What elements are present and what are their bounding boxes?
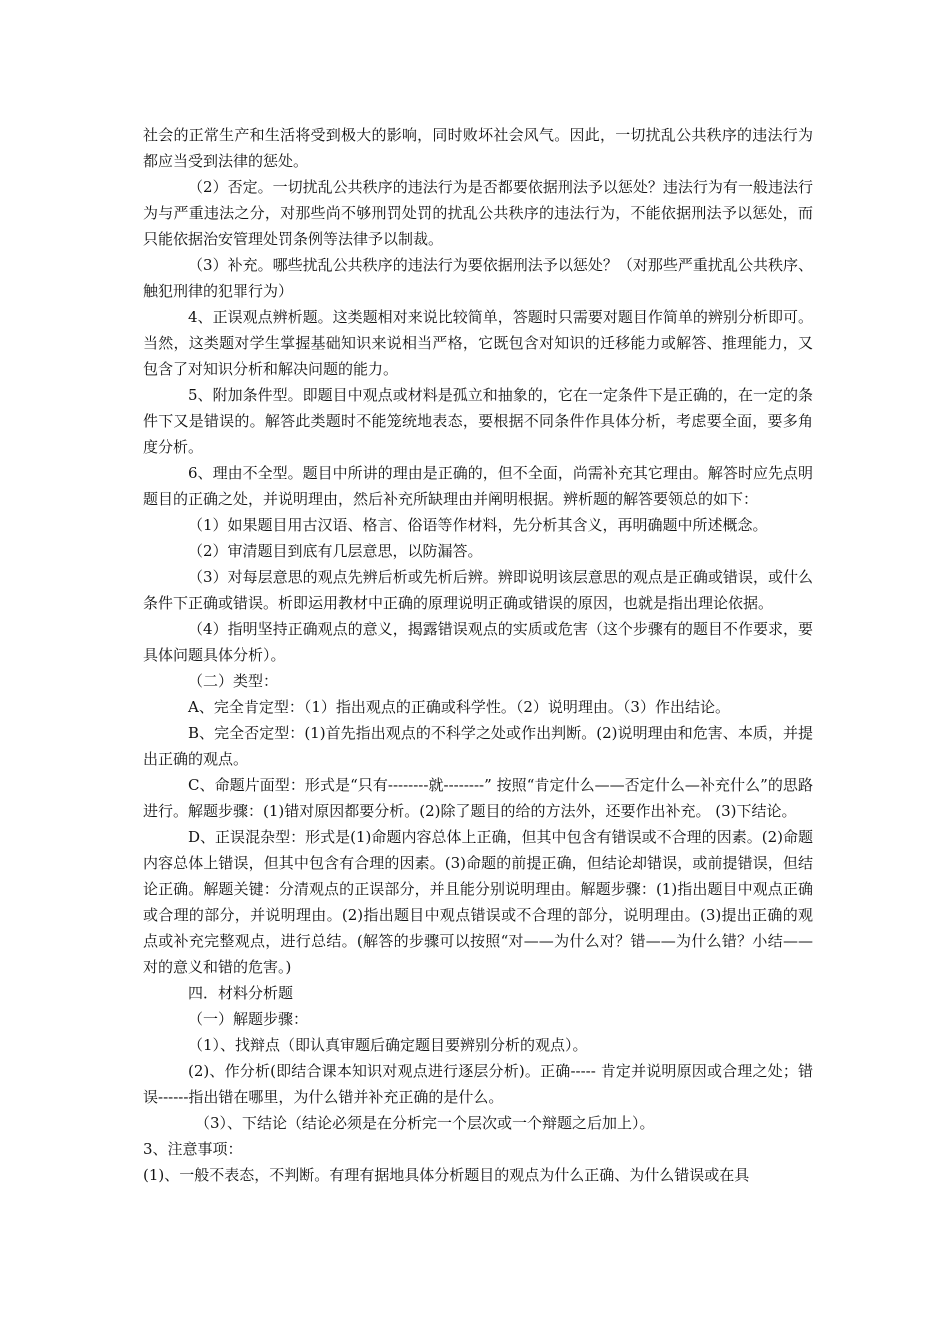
paragraph-18: （1）、找辩点（即认真审题后确定题目要辨别分析的观点）。 [188,1036,588,1054]
paragraph-14: C、命题片面型：形式是“只有--------就--------” 按照“肯定什么——否定什么—补充什么”的思路进行。解题步骤：(1)错对原因都要分析。(2)除了题目的给的方法外，还要作出补充。 (3)下结论。 [143,776,813,820]
paragraph-13: B、完全否定型：(1)首先指出观点的不科学之处或作出判断。(2)说明理由和危害、本质，并提出正确的观点。 [143,724,813,768]
paragraph-17: （一）解题步骤： [188,1010,309,1028]
paragraph-2: （2）否定。一切扰乱公共秩序的违法行为是否都要依据刑法予以惩处？违法行为有一般违法行为与严重违法之分，对那些尚不够刑罚处罚的扰乱公共秩序的违法行为，不能依据刑法予以惩处，而只能依据治安管理处罚条例等法律予以制裁。 [143,178,813,248]
document-page [143,122,813,1188]
paragraph-22: (1)、一般不表态，不判断。有理有据地具体分析题目的观点为什么正确、为什么错误或在具 [143,1166,750,1184]
paragraph-21: 3、注意事项： [143,1140,243,1158]
paragraph-4: 4、正误观点辨析题。这类题相对来说比较简单，答题时只需要对题目作简单的辨别分析即可。当然，这类题对学生掌握基础知识来说相当严格，它既包含对知识的迁移能力或解答、推理能力，又包含了对知识分析和解决问题的能力。 [143,308,813,378]
section-heading: 四．材料分析题 [188,984,294,1002]
paragraph-7: （1）如果题目用古汉语、格言、俗语等作材料，先分析其含义，再明确题中所述概念。 [188,516,768,534]
paragraph-8: （2）审清题目到底有几层意思，以防漏答。 [188,542,483,560]
paragraph-11: （二）类型： [188,672,279,690]
paragraph-1: 社会的正常生产和生活将受到极大的影响，同时败坏社会风气。因此，一切扰乱公共秩序的违法行为都应当受到法律的惩处。 [143,126,813,170]
paragraph-5: 5、附加条件型。即题目中观点或材料是孤立和抽象的，它在一定条件下是正确的，在一定的条件下又是错误的。解答此类题时不能笼统地表态，要根据不同条件作具体分析，考虑要全面，要多角度分析。 [143,386,813,456]
paragraph-10: （4）指明坚持正确观点的意义，揭露错误观点的实质或危害（这个步骤有的题目不作要求，要具体问题具体分析）。 [143,620,813,664]
paragraph-6: 6、理由不全型。题目中所讲的理由是正确的，但不全面，尚需补充其它理由。解答时应先点明题目的正确之处，并说明理由，然后补充所缺理由并阐明根据。辨析题的解答要领总的如下： [143,464,813,508]
paragraph-9: （3）对每层意思的观点先辨后析或先析后辨。辨即说明该层意思的观点是正确或错误，或什么条件下正确或错误。析即运用教材中正确的原理说明正确或错误的原因，也就是指出理论依据。 [143,568,813,612]
paragraph-3: （3）补充。哪些扰乱公共秩序的违法行为要依据刑法予以惩处？（对那些严重扰乱公共秩序、触犯刑律的犯罪行为） [143,256,813,300]
paragraph-19: (2)、作分析(即结合课本知识对观点进行逐层分析)。正确----- 肯定并说明原因或合理之处；错误------指出错在哪里，为什么错并补充正确的是什么。 [143,1062,813,1106]
paragraph-12: A、完全肯定型：（1）指出观点的正确或科学性。（2）说明理由。（3）作出结论。 [188,698,730,716]
paragraph-15: D、正误混杂型：形式是(1)命题内容总体上正确，但其中包含有错误或不合理的因素。(2)命题内容总体上错误，但其中包含有合理的因素。(3)命题的前提正确，但结论却错误，或前提错误，但结论正确。解题关键：分清观点的正误部分，并且能分别说明理由。解题步骤：(1)指出题目中观点正确或合理的部分，并说明理由。(2)指出题目中观点错误或不合理的部分，说明理由。(3)提出正确的观点或补充完整观点，进行总结。(解答的步骤可以按照“对——为什么对？错——为什么错？小结——对的意义和错的危害。) [143,828,813,976]
paragraph-20: （3）、下结论（结论必须是在分析完一个层次或一个辩题之后加上）。 [195,1114,655,1132]
